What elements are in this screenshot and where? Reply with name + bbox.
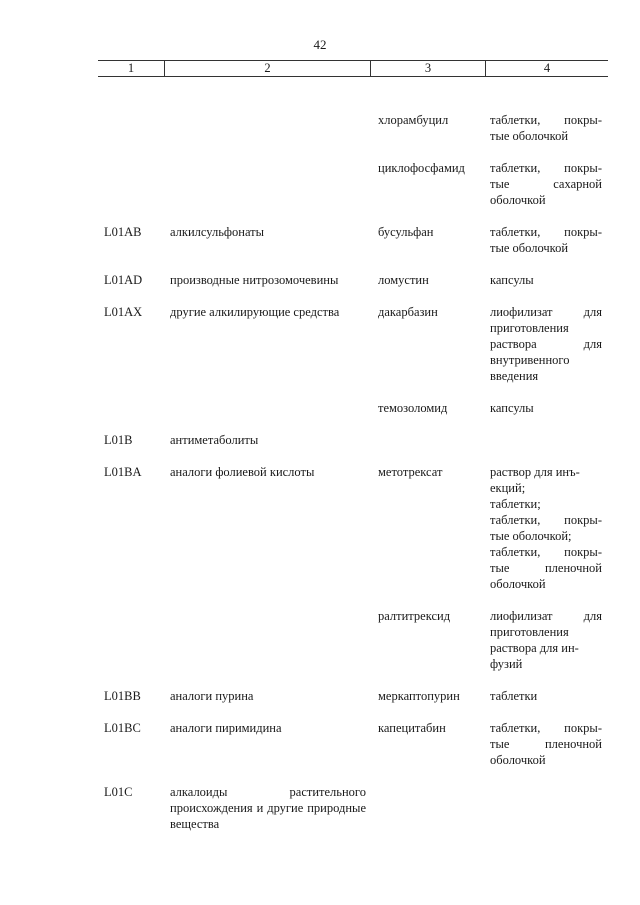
atc-code: L01BB [104, 689, 141, 703]
dosage-form-line: внутривенного [490, 353, 570, 367]
group-name: аналоги пиримидина [170, 721, 282, 735]
dosage-form [490, 720, 602, 768]
group-name: алкилсульфонаты [170, 225, 265, 239]
dosage-form-line: приготовления [490, 321, 569, 335]
dosage-form-line: тые оболочкой; [490, 529, 572, 543]
dosage-form-line: таблетки, покры- [490, 161, 602, 175]
atc-code: L01AD [104, 273, 143, 287]
dosage-form-line: введения [490, 369, 539, 383]
dosage-form-line: тые оболочкой [490, 129, 569, 143]
dosage-form [490, 608, 602, 672]
dosage-form-line: таблетки, покры- [490, 721, 602, 735]
dosage-form-line: тые оболочкой [490, 241, 569, 255]
dosage-form-line: таблетки, покры- [490, 113, 602, 127]
group-name: антиметаболиты [170, 433, 259, 447]
dosage-form [490, 400, 602, 416]
group-name: алкалоиды растительного происхождения и другие природные вещества [170, 785, 366, 831]
dosage-form-line: оболочкой [490, 193, 546, 207]
dosage-form-line: лиофилизат для [490, 609, 602, 623]
dosage-form [490, 224, 602, 256]
group-name: производные нитрозомочевины [170, 273, 339, 287]
dosage-form-line: тые пленочной [490, 737, 602, 751]
drug-name: ралтитрексид [378, 609, 451, 623]
drug-name: ломустин [378, 273, 429, 287]
dosage-form-line: таблетки; [490, 497, 541, 511]
header-col-3: 3 [424, 61, 432, 75]
atc-code: L01BA [104, 465, 142, 479]
dosage-form [490, 464, 602, 592]
drug-name: хлорамбуцил [378, 113, 449, 127]
group-name: аналоги фолиевой кислоты [170, 465, 315, 479]
drug-name: меркаптопурин [378, 689, 460, 703]
dosage-form-line: тые сахарной [490, 177, 602, 191]
dosage-form [490, 304, 602, 384]
dosage-form [490, 272, 602, 288]
atc-code: L01AX [104, 305, 143, 319]
dosage-form-line: таблетки [490, 689, 538, 703]
drug-name: дакарбазин [378, 305, 438, 319]
header-col-1: 1 [127, 61, 135, 75]
dosage-form-line: тые пленочной [490, 561, 602, 575]
dosage-form-line: таблетки, покры- [490, 545, 602, 559]
header-col-2: 2 [264, 61, 271, 75]
dosage-form-line: фузий [490, 657, 523, 671]
dosage-form-line: капсулы [490, 401, 534, 415]
page-number: 42 [313, 37, 327, 52]
dosage-form [490, 688, 602, 704]
dosage-form-line: екций; [490, 481, 526, 495]
dosage-form-line: приготовления [490, 625, 569, 639]
dosage-form [490, 160, 602, 208]
dosage-form-line: лиофилизат для [490, 305, 602, 319]
dosage-form-line: раствора для [490, 337, 602, 351]
atc-code: L01AB [104, 225, 142, 239]
dosage-form-line: капсулы [490, 273, 534, 287]
dosage-form-line: оболочкой [490, 753, 546, 767]
atc-code: L01B [104, 433, 133, 447]
dosage-form-line: раствора для ин- [490, 641, 579, 655]
dosage-form-line: раствор для инъ- [490, 465, 580, 479]
dosage-form [490, 112, 602, 144]
drug-name: темозоломид [378, 401, 448, 415]
group-name: аналоги пурина [170, 689, 254, 703]
drug-name: метотрексат [378, 465, 443, 479]
dosage-form-line: таблетки, покры- [490, 513, 602, 527]
drug-name: циклофосфамид [378, 161, 465, 175]
drug-name: бусульфан [378, 225, 434, 239]
header-col-4: 4 [543, 61, 551, 75]
atc-code: L01C [104, 785, 133, 799]
drug-name: капецитабин [378, 721, 446, 735]
group-name: другие алкилирующие средства [170, 305, 340, 319]
dosage-form-line: таблетки, покры- [490, 225, 602, 239]
dosage-form-line: оболочкой [490, 577, 546, 591]
atc-code: L01BC [104, 721, 141, 735]
